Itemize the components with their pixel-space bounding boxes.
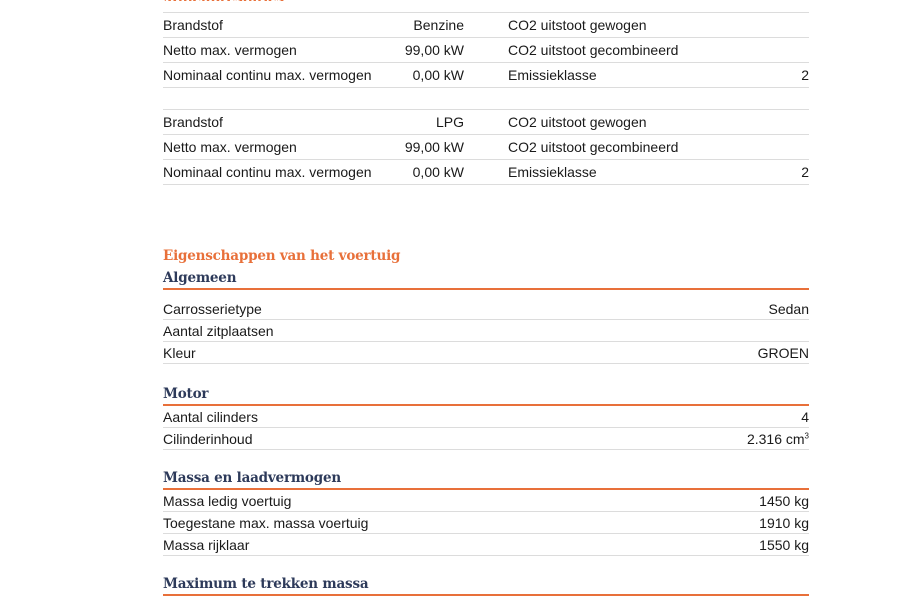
row-value: LPG [435,114,464,130]
performance-table-lpg [163,109,809,185]
table-row [163,38,809,63]
table-row [163,512,809,534]
eigenschappen-heading: Eigenschappen van het voertuig [163,248,401,264]
row-label: Netto max. vermogen [163,42,297,58]
group-title-algemeen: Algemeen [163,268,809,290]
row-label: Brandstof [163,17,223,33]
row-value: Sedan [768,301,809,317]
group-algemeen [163,268,809,364]
row-value: 99,00 kW [404,42,464,58]
row-value-2: 2 [801,164,809,180]
row-label-2: CO2 uitstoot gewogen [508,114,647,130]
table-row [163,490,809,512]
row-label: Toegestane max. massa voertuig [163,515,369,531]
group-title-massa: Massa en laadvermogen [163,468,809,490]
table-row [163,12,809,38]
table-row [163,109,809,135]
row-label-2: CO2 uitstoot gecombineerd [508,139,679,155]
table-row [163,298,809,320]
row-label-2: Emissieklasse [508,67,597,83]
row-label: Brandstof [163,114,223,130]
row-value-2: 2 [801,67,809,83]
performance-table-benzine [163,12,809,88]
table-row [163,63,809,88]
group-motor [163,384,809,450]
row-label: Netto max. vermogen [163,139,297,155]
row-value: 1450 kg [759,493,809,509]
table-row [163,342,809,364]
row-label: Nominaal continu max. vermogen [163,67,372,83]
group-title-motor: Motor [163,384,809,406]
row-label: Carrosserietype [163,301,262,317]
milieuprestaties-heading [163,0,284,1]
row-label: Aantal zitplaatsen [163,323,274,339]
row-label: Nominaal continu max. vermogen [163,164,372,180]
row-value: 1910 kg [759,515,809,531]
row-label-2: Emissieklasse [508,164,597,180]
table-row [163,160,809,185]
group-trekken [163,574,809,596]
row-value: 2.316 cm [746,431,805,447]
row-label-2: CO2 uitstoot gecombineerd [508,42,679,58]
row-label: Cilinderinhoud [163,431,253,447]
table-row [163,320,809,342]
row-value: 1550 kg [759,537,809,553]
row-label: Massa rijklaar [163,537,250,553]
row-label-2: CO2 uitstoot gewogen [508,17,647,33]
row-value: 0,00 kW [412,67,464,83]
row-value: 0,00 kW [412,164,464,180]
row-value: Benzine [413,17,464,33]
table-row [163,135,809,160]
row-value-wrap [747,431,809,447]
group-massa [163,468,809,556]
row-label: Massa ledig voertuig [163,493,292,509]
table-row [163,406,809,428]
row-value: GROEN [757,345,809,361]
row-value: 4 [801,409,809,425]
table-row [163,428,809,450]
row-value: 99,00 kW [404,139,464,155]
group-title-trekken: Maximum te trekken massa [163,574,809,596]
unit-superscript: 3 [804,431,809,441]
row-label: Kleur [163,345,196,361]
table-row [163,534,809,556]
row-label: Aantal cilinders [163,409,258,425]
